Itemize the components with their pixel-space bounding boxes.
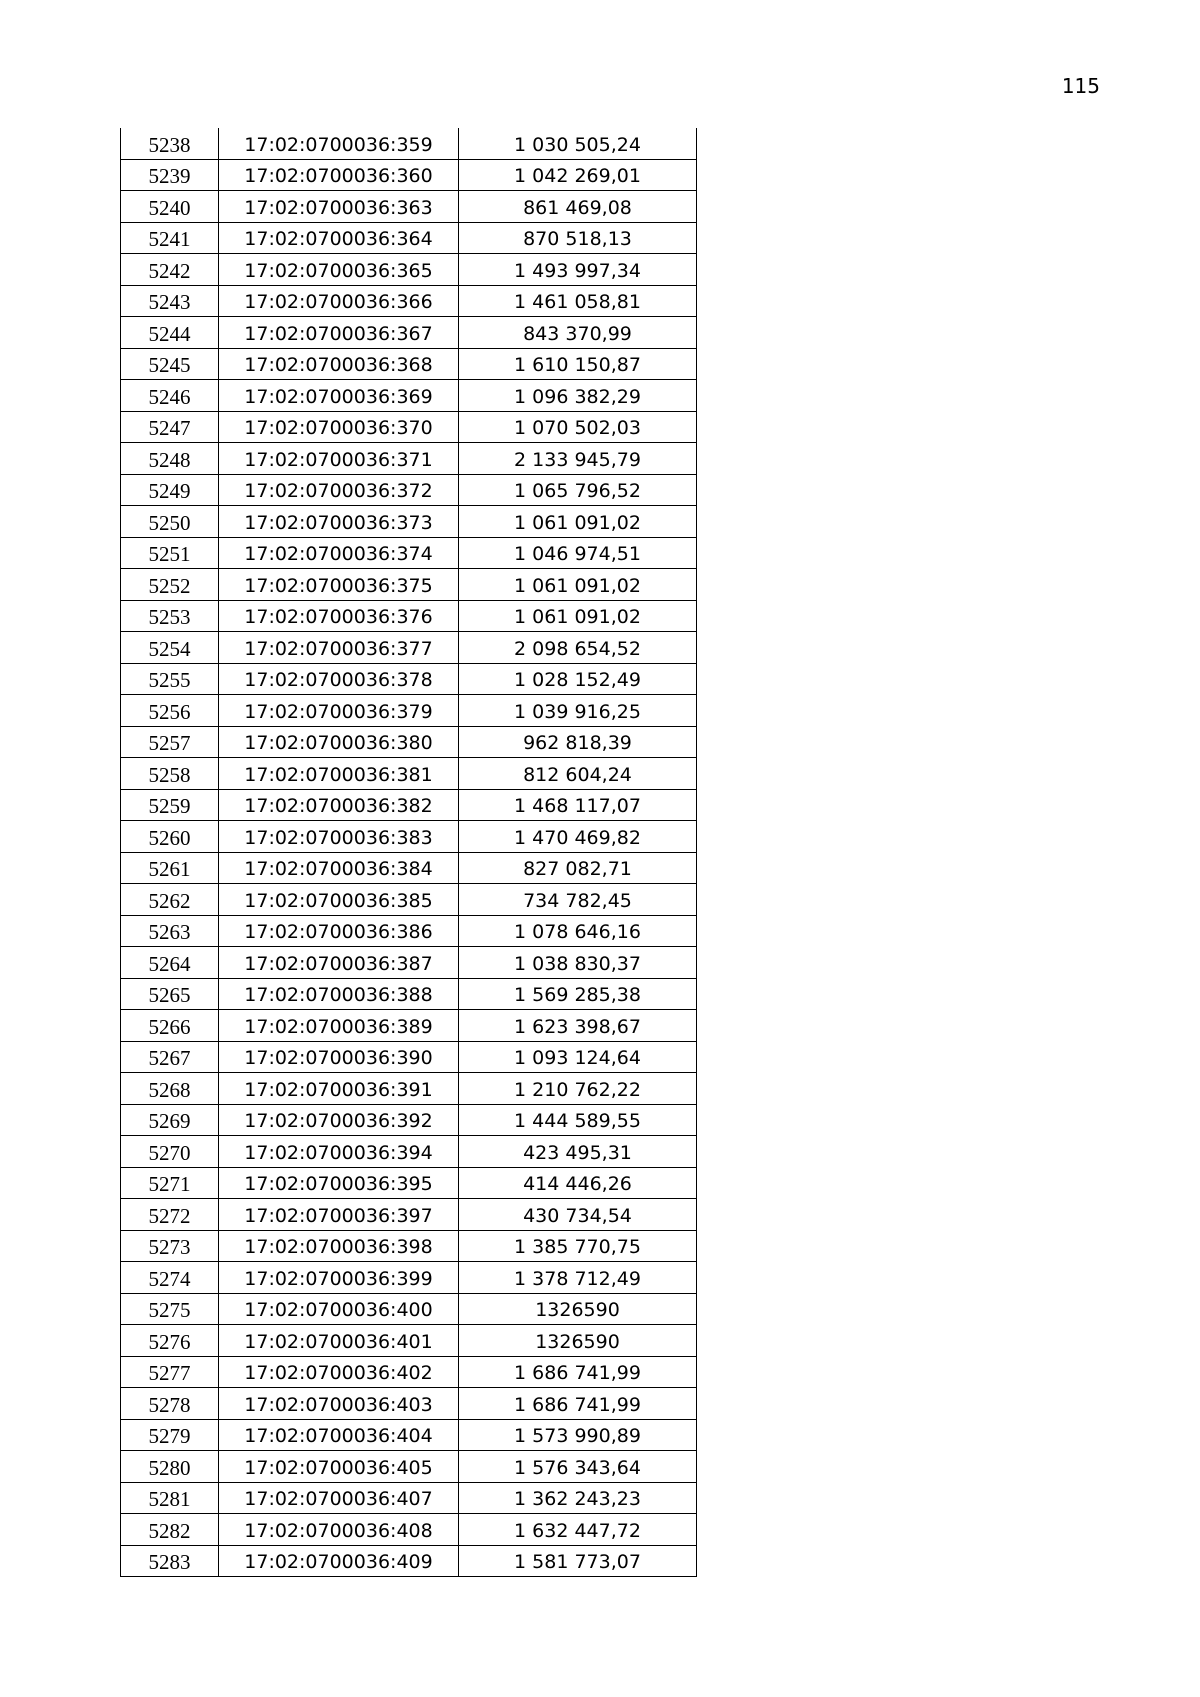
table-row: [121, 380, 697, 412]
page-number: 115: [1061, 74, 1100, 98]
cadastral-value: 1 038 830,37: [459, 947, 697, 979]
row-number: 5244: [121, 317, 219, 349]
cadastral-number: 17:02:0700036:372: [219, 474, 459, 506]
cadastral-value: 1 378 712,49: [459, 1262, 697, 1294]
cadastral-value: 1 065 796,52: [459, 474, 697, 506]
row-number: 5276: [121, 1325, 219, 1357]
table-row: [121, 191, 697, 223]
cadastral-number: 17:02:0700036:392: [219, 1104, 459, 1136]
table-row: [121, 443, 697, 475]
cadastral-value: 734 782,45: [459, 884, 697, 916]
cadastral-value: 1 028 152,49: [459, 663, 697, 695]
row-number: 5277: [121, 1356, 219, 1388]
cadastral-value: 1 030 505,24: [459, 128, 697, 159]
table-row: [121, 1104, 697, 1136]
table-row: [121, 1325, 697, 1357]
table-row: [121, 1199, 697, 1231]
cadastral-value: 1 042 269,01: [459, 159, 697, 191]
table-row: [121, 915, 697, 947]
row-number: 5255: [121, 663, 219, 695]
table-row: [121, 1388, 697, 1420]
cadastral-number: 17:02:0700036:369: [219, 380, 459, 412]
cadastral-value: 962 818,39: [459, 726, 697, 758]
row-number: 5281: [121, 1482, 219, 1514]
cadastral-number: 17:02:0700036:403: [219, 1388, 459, 1420]
cadastral-value: 430 734,54: [459, 1199, 697, 1231]
cadastral-value: 1 061 091,02: [459, 506, 697, 538]
row-number: 5269: [121, 1104, 219, 1136]
cadastral-number: 17:02:0700036:390: [219, 1041, 459, 1073]
row-number: 5256: [121, 695, 219, 727]
cadastral-number: 17:02:0700036:374: [219, 537, 459, 569]
cadastral-value: 1 061 091,02: [459, 600, 697, 632]
table-row: [121, 1419, 697, 1451]
cadastral-number: 17:02:0700036:394: [219, 1136, 459, 1168]
row-number: 5279: [121, 1419, 219, 1451]
row-number: 5246: [121, 380, 219, 412]
cadastral-number: 17:02:0700036:397: [219, 1199, 459, 1231]
row-number: 5242: [121, 254, 219, 286]
table-row: [121, 600, 697, 632]
row-number: 5247: [121, 411, 219, 443]
row-number: 5267: [121, 1041, 219, 1073]
cadastral-value: 1 096 382,29: [459, 380, 697, 412]
cadastral-value: 2 098 654,52: [459, 632, 697, 664]
row-number: 5268: [121, 1073, 219, 1105]
cadastral-number: 17:02:0700036:378: [219, 663, 459, 695]
table-row: [121, 1073, 697, 1105]
row-number: 5253: [121, 600, 219, 632]
row-number: 5239: [121, 159, 219, 191]
row-number: 5262: [121, 884, 219, 916]
row-number: 5260: [121, 821, 219, 853]
table-row: [121, 1545, 697, 1577]
row-number: 5274: [121, 1262, 219, 1294]
cadastral-number: 17:02:0700036:365: [219, 254, 459, 286]
table-row: [121, 1010, 697, 1042]
table-row: [121, 128, 697, 159]
cadastral-value: 1 468 117,07: [459, 789, 697, 821]
cadastral-number: 17:02:0700036:409: [219, 1545, 459, 1577]
table-row: [121, 285, 697, 317]
row-number: 5271: [121, 1167, 219, 1199]
cadastral-number: 17:02:0700036:377: [219, 632, 459, 664]
table-row: [121, 1230, 697, 1262]
row-number: 5275: [121, 1293, 219, 1325]
row-number: 5265: [121, 978, 219, 1010]
cadastral-value: 1 093 124,64: [459, 1041, 697, 1073]
table-row: [121, 1167, 697, 1199]
cadastral-value: 1 362 243,23: [459, 1482, 697, 1514]
cadastral-value: 1 061 091,02: [459, 569, 697, 601]
row-number: 5238: [121, 128, 219, 159]
cadastral-number: 17:02:0700036:405: [219, 1451, 459, 1483]
cadastral-value: 1 610 150,87: [459, 348, 697, 380]
cadastral-number: 17:02:0700036:400: [219, 1293, 459, 1325]
cadastral-number: 17:02:0700036:395: [219, 1167, 459, 1199]
cadastral-value: 1326590: [459, 1293, 697, 1325]
table-row: [121, 663, 697, 695]
cadastral-number: 17:02:0700036:387: [219, 947, 459, 979]
table-row: [121, 821, 697, 853]
table-row: [121, 348, 697, 380]
cadastral-number: 17:02:0700036:380: [219, 726, 459, 758]
cadastral-number: 17:02:0700036:385: [219, 884, 459, 916]
cadastral-value: 1 461 058,81: [459, 285, 697, 317]
cadastral-value: 812 604,24: [459, 758, 697, 790]
cadastral-number: 17:02:0700036:386: [219, 915, 459, 947]
row-number: 5241: [121, 222, 219, 254]
cadastral-value: 1 493 997,34: [459, 254, 697, 286]
cadastral-number: 17:02:0700036:376: [219, 600, 459, 632]
cadastral-value: 1 039 916,25: [459, 695, 697, 727]
row-number: 5249: [121, 474, 219, 506]
table-row: [121, 1356, 697, 1388]
cadastral-number: 17:02:0700036:375: [219, 569, 459, 601]
cadastral-value: 1 046 974,51: [459, 537, 697, 569]
cadastral-value: 1 573 990,89: [459, 1419, 697, 1451]
cadastral-value: 1 686 741,99: [459, 1356, 697, 1388]
cadastral-value: 1 444 589,55: [459, 1104, 697, 1136]
row-number: 5266: [121, 1010, 219, 1042]
cadastral-value: 1326590: [459, 1325, 697, 1357]
table-row: [121, 506, 697, 538]
table-row: [121, 1514, 697, 1546]
table-row: [121, 1293, 697, 1325]
cadastral-number: 17:02:0700036:398: [219, 1230, 459, 1262]
row-number: 5243: [121, 285, 219, 317]
table-row: [121, 222, 697, 254]
row-number: 5258: [121, 758, 219, 790]
cadastral-number: 17:02:0700036:391: [219, 1073, 459, 1105]
cadastral-number: 17:02:0700036:371: [219, 443, 459, 475]
cadastral-value: 1 576 343,64: [459, 1451, 697, 1483]
table-row: [121, 695, 697, 727]
cadastral-number: 17:02:0700036:399: [219, 1262, 459, 1294]
row-number: 5282: [121, 1514, 219, 1546]
cadastral-number: 17:02:0700036:370: [219, 411, 459, 443]
cadastral-number: 17:02:0700036:389: [219, 1010, 459, 1042]
cadastral-value: 1 569 285,38: [459, 978, 697, 1010]
cadastral-number: 17:02:0700036:382: [219, 789, 459, 821]
cadastral-number: 17:02:0700036:383: [219, 821, 459, 853]
row-number: 5250: [121, 506, 219, 538]
row-number: 5257: [121, 726, 219, 758]
table-row: [121, 474, 697, 506]
cadastral-value: 1 623 398,67: [459, 1010, 697, 1042]
row-number: 5272: [121, 1199, 219, 1231]
row-number: 5254: [121, 632, 219, 664]
cadastral-number: 17:02:0700036:359: [219, 128, 459, 159]
cadastral-value: 1 210 762,22: [459, 1073, 697, 1105]
cadastral-number: 17:02:0700036:364: [219, 222, 459, 254]
row-number: 5251: [121, 537, 219, 569]
cadastral-value: 414 446,26: [459, 1167, 697, 1199]
table-row: [121, 254, 697, 286]
row-number: 5261: [121, 852, 219, 884]
table-row: [121, 978, 697, 1010]
cadastral-value: 1 470 469,82: [459, 821, 697, 853]
cadastral-number: 17:02:0700036:363: [219, 191, 459, 223]
table-row: [121, 726, 697, 758]
cadastral-number: 17:02:0700036:367: [219, 317, 459, 349]
row-number: 5240: [121, 191, 219, 223]
cadastral-value: 827 082,71: [459, 852, 697, 884]
table-row: [121, 1482, 697, 1514]
table-row: [121, 852, 697, 884]
table-row: [121, 947, 697, 979]
row-number: 5283: [121, 1545, 219, 1577]
cadastral-value: 1 070 502,03: [459, 411, 697, 443]
cadastral-number: 17:02:0700036:408: [219, 1514, 459, 1546]
cadastral-number: 17:02:0700036:384: [219, 852, 459, 884]
table-row: [121, 884, 697, 916]
row-number: 5273: [121, 1230, 219, 1262]
cadastral-value: 843 370,99: [459, 317, 697, 349]
cadastral-value: 861 469,08: [459, 191, 697, 223]
table-row: [121, 159, 697, 191]
table-row: [121, 537, 697, 569]
cadastral-number: 17:02:0700036:360: [219, 159, 459, 191]
row-number: 5245: [121, 348, 219, 380]
table-row: [121, 1262, 697, 1294]
cadastral-value: 1 581 773,07: [459, 1545, 697, 1577]
cadastral-value: 2 133 945,79: [459, 443, 697, 475]
table-row: [121, 317, 697, 349]
cadastral-value: 1 632 447,72: [459, 1514, 697, 1546]
table-row: [121, 1136, 697, 1168]
cadastral-number: 17:02:0700036:402: [219, 1356, 459, 1388]
cadastral-number: 17:02:0700036:388: [219, 978, 459, 1010]
row-number: 5259: [121, 789, 219, 821]
cadastral-number: 17:02:0700036:381: [219, 758, 459, 790]
row-number: 5278: [121, 1388, 219, 1420]
cadastral-value: 423 495,31: [459, 1136, 697, 1168]
cadastral-value-table: [120, 128, 697, 1577]
table-row: [121, 789, 697, 821]
cadastral-number: 17:02:0700036:368: [219, 348, 459, 380]
cadastral-value: 1 385 770,75: [459, 1230, 697, 1262]
table-row: [121, 632, 697, 664]
row-number: 5264: [121, 947, 219, 979]
table-row: [121, 569, 697, 601]
table-body: [121, 128, 697, 1577]
cadastral-number: 17:02:0700036:404: [219, 1419, 459, 1451]
table-row: [121, 1451, 697, 1483]
table-row: [121, 411, 697, 443]
row-number: 5263: [121, 915, 219, 947]
row-number: 5248: [121, 443, 219, 475]
cadastral-number: 17:02:0700036:373: [219, 506, 459, 538]
cadastral-number: 17:02:0700036:401: [219, 1325, 459, 1357]
row-number: 5280: [121, 1451, 219, 1483]
table-row: [121, 758, 697, 790]
cadastral-number: 17:02:0700036:366: [219, 285, 459, 317]
cadastral-value: 870 518,13: [459, 222, 697, 254]
row-number: 5252: [121, 569, 219, 601]
cadastral-value: 1 686 741,99: [459, 1388, 697, 1420]
cadastral-value: 1 078 646,16: [459, 915, 697, 947]
cadastral-number: 17:02:0700036:407: [219, 1482, 459, 1514]
row-number: 5270: [121, 1136, 219, 1168]
cadastral-number: 17:02:0700036:379: [219, 695, 459, 727]
table-row: [121, 1041, 697, 1073]
